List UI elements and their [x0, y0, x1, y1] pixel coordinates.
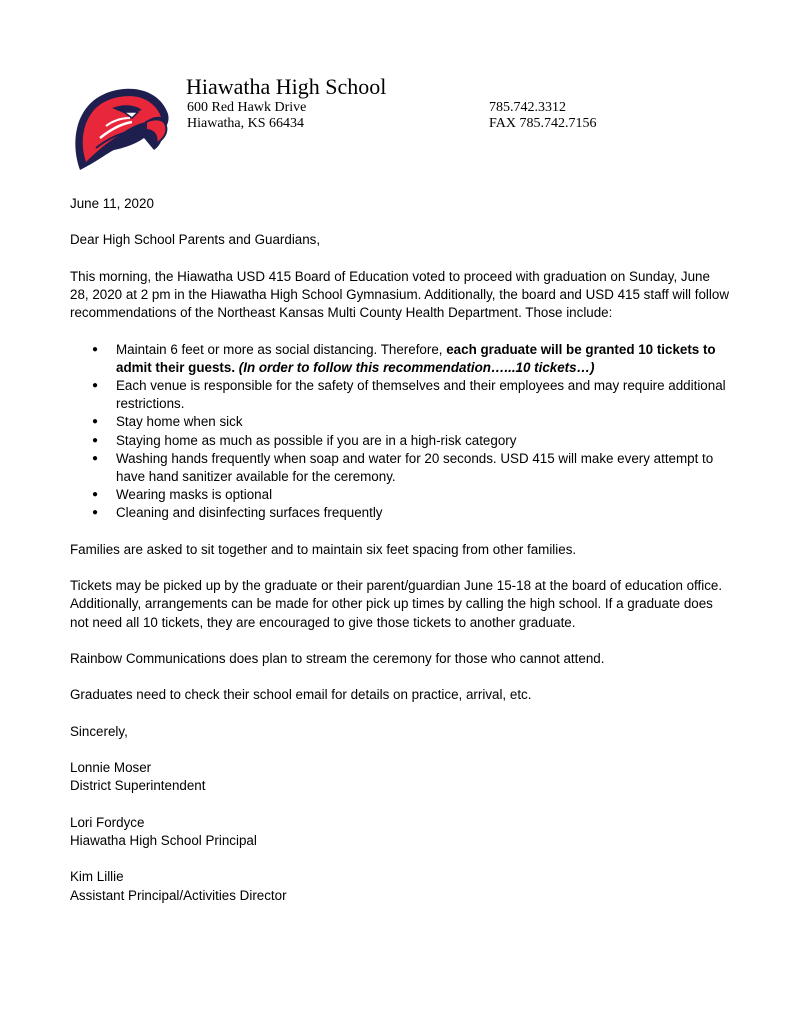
signatory-name: Lonnie Moser — [70, 760, 152, 776]
list-item: ● Each venue is responsible for the safety of themselves and their employees and may require additional restrictions. — [70, 377, 730, 413]
tickets-note: (In order to follow this recommendation…...10 tickets…) — [235, 359, 595, 375]
list-item: ● Cleaning and disinfecting surfaces frequently — [70, 504, 730, 522]
letterhead — [0, 0, 791, 180]
signatory-title: Hiawatha High School Principal — [70, 832, 257, 848]
school-name: Hiawatha High School — [186, 74, 387, 99]
tickets-emphasis: each graduate will be granted 10 tickets to admit their guests. — [116, 341, 716, 375]
signatory-name: Lori Fordyce — [70, 814, 145, 830]
address-line-1: 600 Red Hawk Drive — [187, 100, 307, 115]
list-item — [70, 341, 730, 377]
signature-block — [70, 814, 730, 850]
list-item: ● Wearing masks is optional — [70, 486, 730, 504]
signatory-title: District Superintendent — [70, 778, 206, 794]
list-item: ● Staying home as much as possible if you are in a high-risk category — [70, 432, 730, 450]
signatory-title: Assistant Principal/Activities Director — [70, 887, 287, 903]
signatures — [70, 759, 730, 905]
intro-paragraph: This morning, the Hiawatha USD 415 Board of Education voted to proceed with graduation on Sunday, June 28, 2020 at 2 pm in the Hiawatha High School Gymnasium. Additionally, the board and USD 415 staff will follow recommendations of the Northeast Kansas Multi County Health Department. Those include: — [70, 268, 729, 321]
fax-number: FAX 785.742.7156 — [489, 116, 597, 131]
tickets-paragraph: Tickets may be picked up by the graduate or their parent/guardian June 15-18 at the board of education office. Additionally, arrangements can be made for other pick up times by calling the high school. If a graduate does not need all 10 tickets, they are encouraged to give those tickets to another graduate. — [70, 578, 723, 630]
closing: Sincerely, — [70, 723, 128, 739]
email-paragraph: Graduates need to check their school email for details on practice, arrival, etc. — [70, 687, 532, 703]
signature-block — [70, 868, 730, 904]
address-line-2: Hiawatha, KS 66434 — [187, 116, 305, 131]
bullet-text: Maintain 6 feet or more as social distancing. Therefore, — [116, 341, 447, 357]
list-item: ● Washing hands frequently when soap and water for 20 seconds. USD 415 will make every attempt to have hand sanitizer available for the ceremony. — [70, 450, 730, 486]
list-item: ● Stay home when sick — [70, 413, 730, 431]
recommendations-list — [70, 341, 730, 523]
phone-number: 785.742.3312 — [489, 100, 566, 115]
letter-date: June 11, 2020 — [70, 196, 154, 211]
letter-body — [70, 195, 730, 923]
salutation: Dear High School Parents and Guardians, — [70, 232, 321, 248]
signature-block — [70, 759, 730, 795]
red-hawk-mascot-icon — [66, 78, 176, 178]
families-paragraph: Families are asked to sit together and to maintain six feet spacing from other families. — [70, 541, 577, 557]
stream-paragraph: Rainbow Communications does plan to stream the ceremony for those who cannot attend. — [70, 650, 605, 666]
signatory-name: Kim Lillie — [70, 869, 124, 885]
